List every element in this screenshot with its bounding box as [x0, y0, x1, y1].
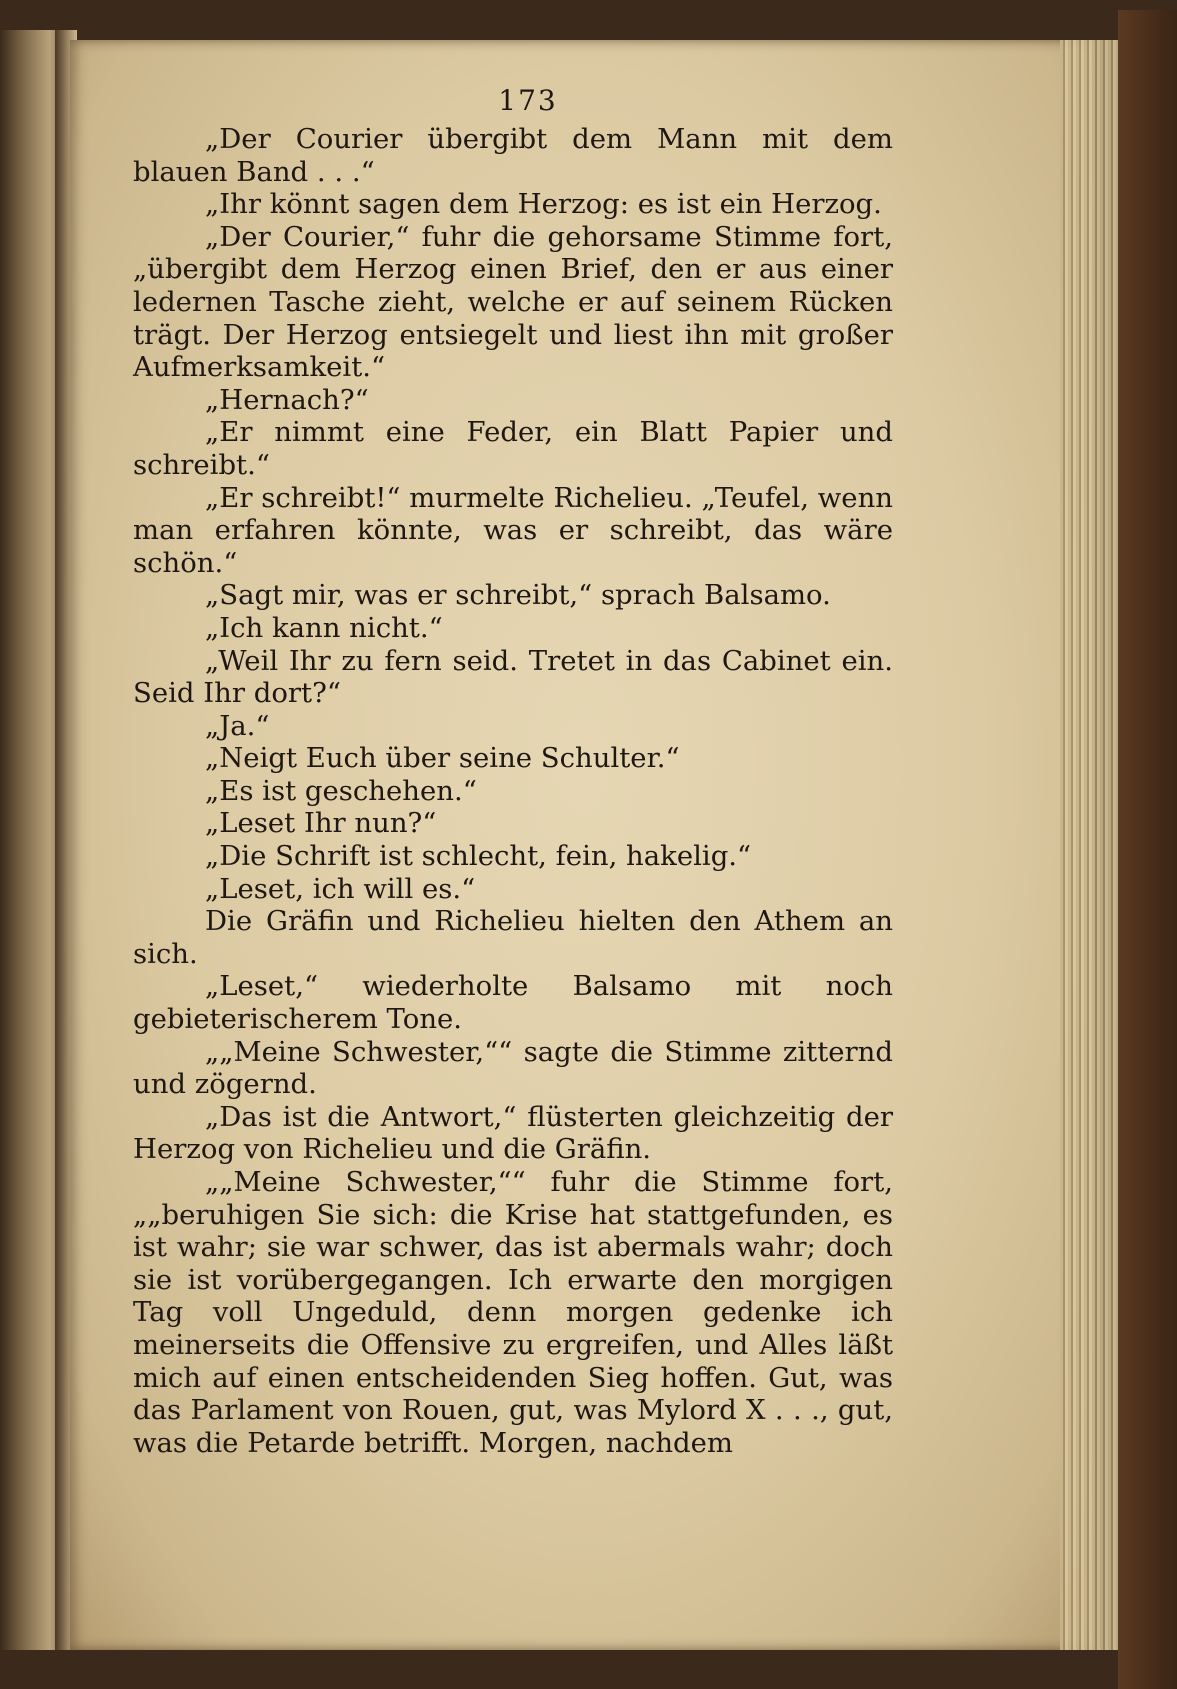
paragraph: „Der Courier übergibt dem Mann mit dem blauen Band . . .“: [133, 123, 893, 188]
paragraph: „Neigt Euch über seine Schulter.“: [205, 742, 680, 775]
paragraph: „Er nimmt eine Feder, ein Blatt Papier und schreibt.“: [133, 416, 893, 481]
paragraph: „Leset,“ wiederholte Balsamo mit noch gebieterischerem Tone.: [133, 970, 893, 1036]
paragraph: „Leset Ihr nun?“: [205, 807, 437, 840]
paragraph: „„Meine Schwester,““ sagte die Stimme zitternd und zögernd.: [133, 1035, 893, 1101]
page-number: 173: [498, 84, 558, 117]
paragraph: „Ja.“: [205, 709, 270, 742]
page-text: [133, 84, 893, 1459]
paragraph: „Der Courier,“ fuhr die gehorsame Stimme fort, „übergibt dem Herzog einen Brief, den er aus einer ledernen Tasche zieht, welche er auf seinem Rücken trägt. Der Herzog entsiegelt und liest ihn mit großer Aufmerksamkeit.“: [133, 220, 893, 384]
paragraph: „Ich kann nicht.“: [205, 611, 443, 644]
paragraph: „Leset, ich will es.“: [205, 872, 476, 905]
paragraph: „Die Schrift ist schlecht, fein, hakelig.“: [205, 840, 752, 873]
paragraph: „Hernach?“: [205, 383, 369, 416]
paragraph: „Das ist die Antwort,“ flüsterten gleichzeitig der Herzog von Richelieu und die Gräfin.: [133, 1100, 893, 1166]
paragraph: „Weil Ihr zu fern seid. Tretet in das Cabinet ein. Seid Ihr dort?“: [133, 644, 893, 710]
left-page-edge: [0, 30, 62, 1650]
paragraph: „„Meine Schwester,““ fuhr die Stimme fort, „„beruhigen Sie sich: die Krise hat stattgefunden, es ist wahr; sie war schwer, das ist abermals wahr; doch sie ist vorübergegangen. Ich erwarte den morgigen Tag voll Ungeduld, denn morgen gedenke ich meinerseits die Offensive zu ergreifen, und Alles läßt mich auf einen entscheidenden Sieg hoffen. Gut, was das Parlament von Rouen, gut, was Mylord X . . ., gut, was die Petarde betrifft. Morgen, nachdem: [133, 1166, 893, 1459]
paragraph: „Sagt mir, was er schreibt,“ sprach Balsamo.: [205, 579, 831, 612]
paragraph: „Ihr könnt sagen dem Herzog: es ist ein Herzog.: [205, 188, 882, 221]
page-stack-edges: [1060, 40, 1120, 1650]
book-cover-edge: [1118, 10, 1177, 1689]
paragraph: „Es ist geschehen.“: [205, 774, 477, 807]
paragraph: Die Gräfin und Richelieu hielten den Athem an sich.: [133, 905, 893, 970]
paragraph: „Er schreibt!“ murmelte Richelieu. „Teufel, wenn man erfahren könnte, was er schreibt, das wäre schön.“: [133, 481, 893, 579]
